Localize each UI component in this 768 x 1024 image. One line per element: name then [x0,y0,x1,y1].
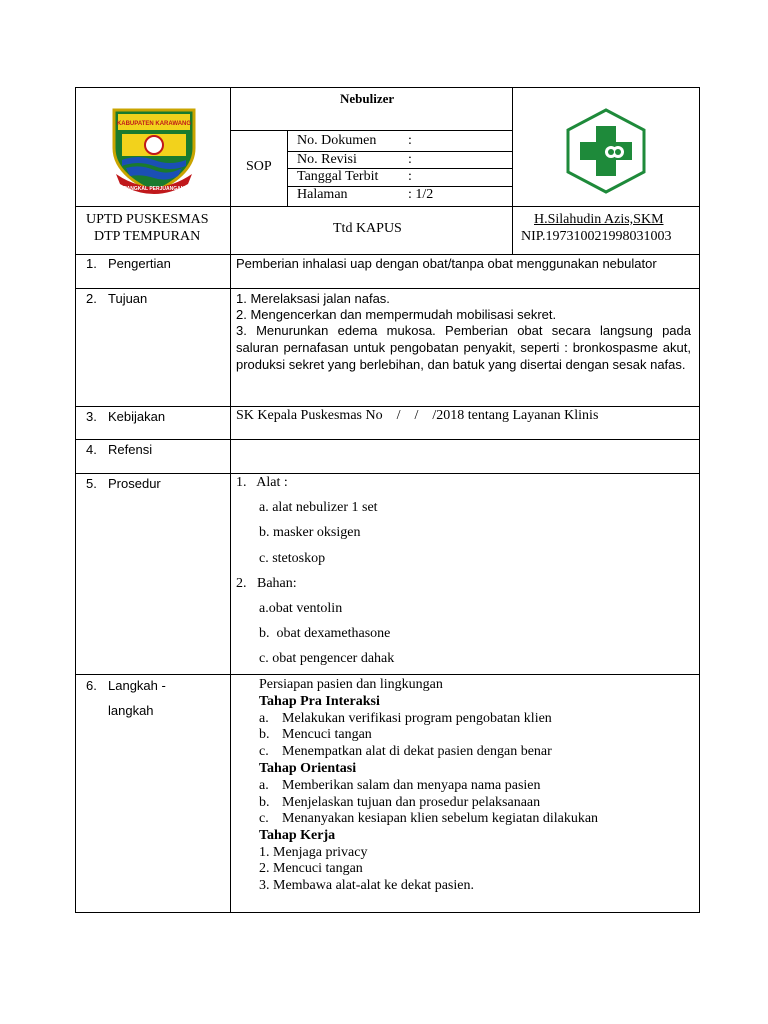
field-value-halaman: : 1/2 [408,187,434,202]
step-marker: a. [259,711,269,726]
svg-text:PANGKAL PERJUANGAN: PANGKAL PERJUANGAN [123,186,185,192]
kerja-step: 1. Menjaga privacy [259,845,368,860]
row-label-langkah-1: Langkah - [108,678,166,693]
puskesmas-cross-logo [566,108,646,194]
org-name-line-2: DTP TEMPURAN [94,229,201,244]
row-line-refensi [75,473,700,474]
step-marker: b. [259,727,270,742]
field-value-no-dokumen: : [408,133,412,148]
row-number-tujuan: 2. [86,291,97,306]
langkah-intro: Persiapan pasien dan lingkungan [259,677,443,692]
row-line-kebijakan [75,439,700,440]
row-number-prosedur: 5. [86,476,97,491]
row-line-prosedur [75,674,700,675]
document-title: Nebulizer [340,91,395,106]
kerja-heading: Tahap Kerja [259,828,336,843]
field-value-no-revisi: : [408,152,412,167]
table-border-bottom [75,912,700,913]
table-border-right [699,87,700,913]
pengertian-text: Pemberian inhalasi uap dengan obat/tanpa obat menggunakan nebulator [236,256,657,271]
bahan-item: b. obat dexamethasone [259,626,391,641]
header-col-divider-2 [512,87,513,254]
orientasi-heading: Tahap Orientasi [259,761,357,776]
row-line-tujuan [75,406,700,407]
kerja-step: 2. Mencuci tangan [259,861,363,876]
bahan-heading: 2. Bahan: [236,576,297,591]
row-number-kebijakan: 3. [86,409,97,424]
row-label-refensi: Refensi [108,442,153,457]
bahan-item: a.obat ventolin [259,601,343,616]
row-number-langkah: 6. [86,678,97,693]
kerja-step: 3. Membawa alat-alat ke dekat pasien. [259,878,474,893]
field-label-no-dokumen: No. Dokumen [297,133,377,148]
pra-interaksi-heading: Tahap Pra Interaksi [259,694,380,709]
step-marker: a. [259,778,269,793]
alat-item: b. masker oksigen [259,525,361,540]
step-text: Menjelaskan tujuan dan prosedur pelaksanaan [282,795,541,810]
header-col-divider-1 [230,87,231,913]
field-label-no-revisi: No. Revisi [297,152,357,167]
alat-item: c. stetoskop [259,551,326,566]
step-text: Memberikan salam dan menyapa nama pasien [282,778,541,793]
table-border-left [75,87,76,913]
tujuan-item-1: 1. Merelaksasi jalan nafas. [236,291,390,306]
head-nip: NIP.197310021998031003 [521,229,672,244]
org-name-line-1: UPTD PUSKESMAS [86,212,209,227]
title-bottom-line [230,130,512,131]
row-line-pengertian [75,288,700,289]
bahan-item: c. obat pengencer dahak [259,651,395,666]
row-label-langkah-2: langkah [108,703,154,718]
step-marker: c. [259,744,269,759]
field-label-halaman: Halaman [297,187,348,202]
kabupaten-logo [108,104,200,196]
step-text: Mencuci tangan [282,727,372,742]
step-text: Melakukan verifikasi program pengobatan klien [282,711,552,726]
step-marker: c. [259,811,269,826]
row-number-pengertian: 1. [86,256,97,271]
header-bottom-line [75,206,700,207]
alat-heading: 1. Alat : [236,475,288,490]
step-text: Menanyakan kesiapan klien sebelum kegiatan dilakukan [282,811,599,826]
sop-label: SOP [246,159,272,174]
row-label-prosedur: Prosedur [108,476,161,491]
row-label-pengertian: Pengertian [108,256,171,271]
signatory-label: Ttd KAPUS [333,221,402,236]
alat-item: a. alat nebulizer 1 set [259,500,378,515]
org-row-bottom-line [75,254,700,255]
kebijakan-text: SK Kepala Puskesmas No / / /2018 tentang Layanan Klinis [236,408,599,423]
field-label-tanggal-terbit: Tanggal Terbit [297,169,379,184]
step-marker: b. [259,795,270,810]
svg-text:KABUPATEN KARAWANG: KABUPATEN KARAWANG [116,121,192,127]
field-value-tanggal-terbit: : [408,169,412,184]
head-name: H.Silahudin Azis,SKM [534,212,664,227]
row-number-refensi: 4. [86,442,97,457]
row-label-kebijakan: Kebijakan [108,409,166,424]
step-text: Menempatkan alat di dekat pasien dengan benar [282,744,552,759]
row-label-tujuan: Tujuan [108,291,148,306]
tujuan-item-2: 2. Mengencerkan dan mempermudah mobilisasi sekret. [236,307,557,322]
table-border-top [75,87,700,88]
tujuan-item-3: 3. Menurunkan edema mukosa. Pemberian obat secara langsung pada saluran pernafasan untuk pengobatan penyakit, seperti : bronkospasme akut, produksi sekret yang berlebihan, dan batuk yang disertai dengan sesak nafas. [236,323,691,372]
